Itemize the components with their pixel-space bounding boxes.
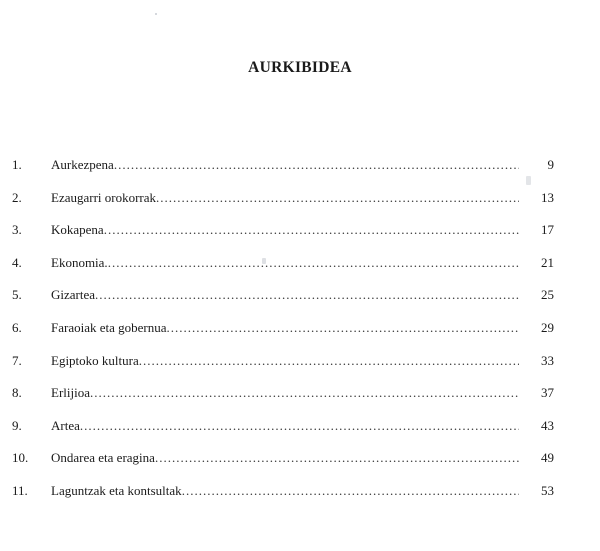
toc-entry — [0, 352, 600, 385]
toc-entry-number: 3. — [12, 222, 22, 238]
toc-entry — [0, 384, 600, 417]
dot-leader — [155, 449, 519, 466]
toc-entry-number: 9. — [12, 417, 22, 433]
toc-entry-label: Faraoiak eta gobernua — [51, 319, 167, 335]
toc-entry-label: Artea — [51, 417, 80, 433]
toc-entry-page: 37 — [541, 385, 554, 401]
toc-entry-number: 5. — [12, 287, 22, 303]
toc-entry — [0, 286, 600, 319]
toc-entry-page: 43 — [541, 417, 554, 433]
dot-leader — [95, 286, 519, 303]
toc-entry — [0, 319, 600, 352]
toc-entry-label: Gizartea — [51, 287, 96, 303]
dot-leader — [90, 384, 519, 401]
toc-entry-label: Kokapena — [51, 222, 104, 238]
toc-entry-page: 49 — [541, 450, 554, 466]
toc-entry-page: 25 — [541, 287, 554, 303]
toc-entry-text — [51, 352, 519, 369]
toc-entry-text — [51, 254, 519, 271]
toc-entry-text — [51, 156, 519, 173]
toc-entry — [0, 449, 600, 482]
toc-entry-number: 7. — [12, 352, 22, 368]
toc-entry-text — [51, 417, 519, 434]
scan-speck — [526, 176, 531, 185]
toc-entry-label: Laguntzak eta kontsultak — [51, 482, 182, 498]
toc-entry-label: Erlijioa — [51, 385, 90, 401]
toc-entry-label: Ondarea eta eragina — [51, 450, 155, 466]
dot-leader — [80, 417, 519, 434]
toc-entry-label: Ezaugarri orokorrak — [51, 189, 157, 205]
toc-entry — [0, 156, 600, 189]
toc-entry-text — [51, 384, 519, 401]
toc-entry — [0, 417, 600, 450]
toc-entry-page: 33 — [541, 352, 554, 368]
scan-speck — [155, 13, 157, 15]
toc-entry-number: 8. — [12, 385, 22, 401]
toc-entry-text — [51, 221, 519, 238]
toc-entry-number: 11. — [12, 482, 28, 498]
dot-leader — [167, 319, 519, 336]
toc-entry-label: Aurkezpena — [51, 157, 114, 172]
toc-entry-number: 4. — [12, 254, 22, 270]
toc-entry — [0, 254, 600, 287]
toc-entry-number: 1. — [12, 157, 22, 172]
page-title: AURKIBIDEA — [248, 59, 352, 76]
dot-leader — [104, 221, 519, 238]
toc-entry — [0, 482, 600, 515]
toc-entry-page: 9 — [547, 157, 554, 172]
toc-entry-number: 2. — [12, 189, 22, 205]
dot-leader — [139, 352, 519, 369]
dot-leader — [156, 189, 519, 206]
toc-entry — [0, 189, 600, 222]
toc-entry-page: 17 — [541, 222, 554, 238]
toc-entry-text — [51, 286, 519, 303]
toc-entry-number: 6. — [12, 319, 22, 335]
toc-entry-text — [51, 189, 519, 206]
toc-entry-page: 21 — [541, 254, 554, 270]
toc-entry-label: Egiptoko kultura — [51, 352, 139, 368]
toc-entry-text — [51, 482, 519, 499]
scan-speck — [262, 258, 266, 264]
table-of-contents — [0, 156, 600, 515]
dot-leader — [182, 482, 519, 499]
dot-leader — [108, 254, 519, 271]
toc-entry-label: Ekonomia. — [51, 254, 108, 270]
toc-entry-page: 53 — [541, 482, 554, 498]
toc-entry — [0, 221, 600, 254]
toc-entry-text — [51, 319, 519, 336]
toc-entry-number: 10. — [12, 450, 29, 466]
toc-entry-page: 29 — [541, 319, 554, 335]
dot-leader — [114, 156, 519, 173]
toc-entry-text — [51, 449, 519, 466]
toc-entry-page: 13 — [541, 189, 554, 205]
